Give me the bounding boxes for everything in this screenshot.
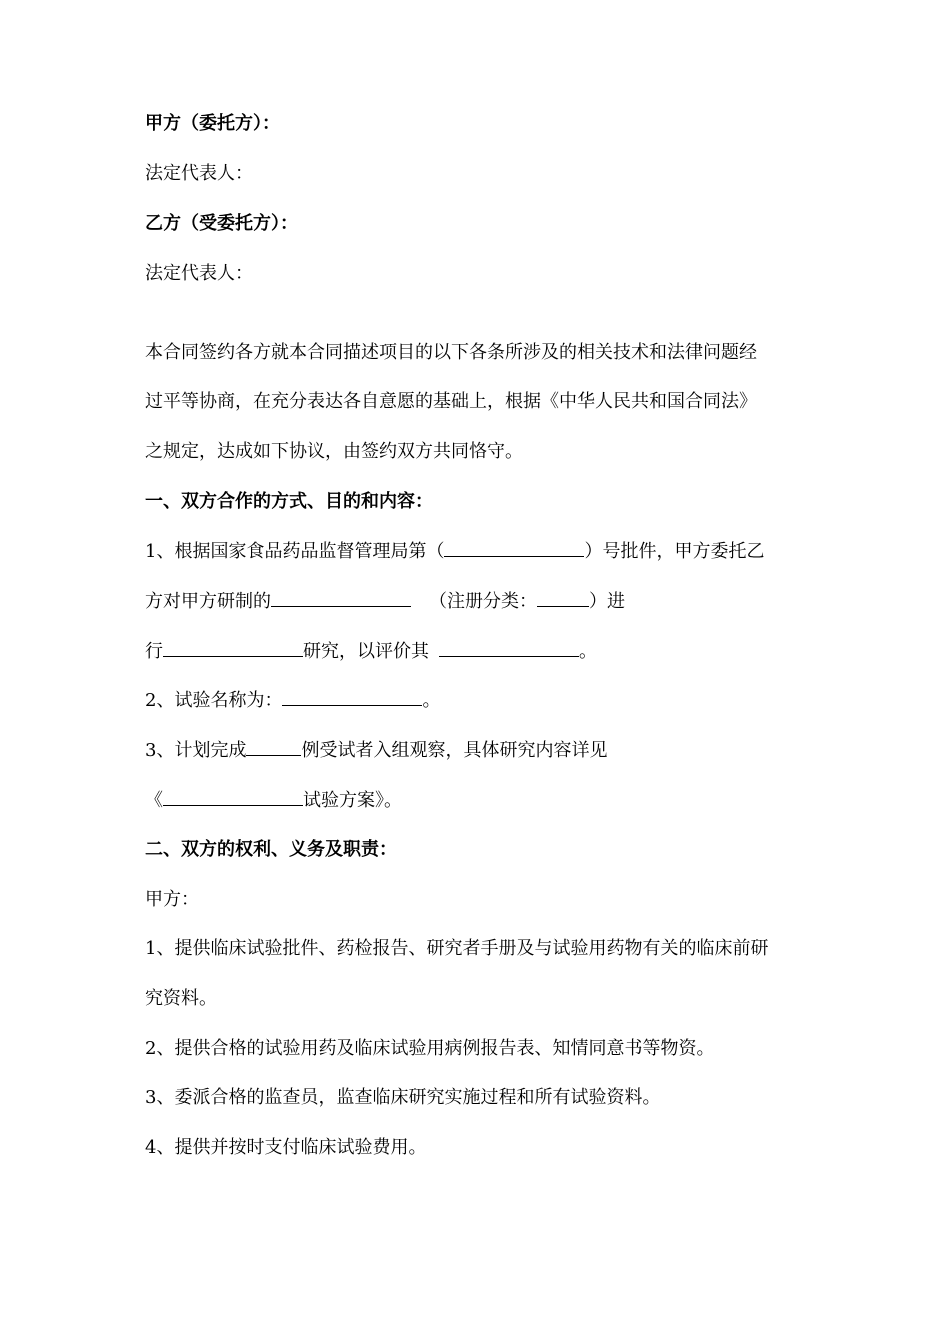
evaluation-purpose-blank[interactable] bbox=[439, 639, 579, 657]
preamble-line-2: 过平等协商，在充分表达各自意愿的基础上，根据《中华人民共和国合同法》 bbox=[145, 391, 757, 412]
preamble-line-3: 之规定，达成如下协议，由签约双方共同恪守。 bbox=[145, 441, 523, 462]
section-1-item-1-line-2 bbox=[145, 589, 625, 614]
study-type-blank[interactable] bbox=[163, 639, 303, 657]
section-2-heading: 二、双方的权利、义务及职责： bbox=[145, 839, 397, 860]
item-1-line-2-text-b: （注册分类： bbox=[429, 591, 537, 612]
item-1-line-2-text-a: 方对甲方研制的 bbox=[145, 591, 271, 612]
section-1-item-3-line-2 bbox=[145, 788, 402, 813]
party-b-legal-rep-label: 法定代表人： bbox=[145, 263, 253, 284]
section-2-item-1-line-1: 1、提供临床试验批件、药检报告、研究者手册及与试验用药物有关的临床前研 bbox=[145, 938, 769, 959]
registration-class-blank[interactable] bbox=[537, 589, 589, 607]
subject-count-blank[interactable] bbox=[246, 738, 301, 756]
item-1-text-a: 1、根据国家食品药品监督管理局第（ bbox=[145, 541, 445, 562]
section-1-item-1-line-3 bbox=[145, 639, 597, 664]
section-2-item-4: 4、提供并按时支付临床试验费用。 bbox=[145, 1137, 427, 1158]
section-1-heading: 一、双方合作的方式、目的和内容： bbox=[145, 491, 433, 512]
item-1-text-b: ）号批件，甲方委托乙 bbox=[584, 541, 765, 562]
item-2-text-a: 2、试验名称为： bbox=[145, 690, 283, 711]
protocol-name-blank[interactable] bbox=[163, 788, 303, 806]
section-1-item-1-line-1 bbox=[145, 539, 764, 564]
section-1-item-2 bbox=[145, 688, 440, 713]
item-1-line-3-text-a: 行 bbox=[145, 641, 163, 662]
section-2-item-2: 2、提供合格的试验用药及临床试验用病例报告表、知情同意书等物资。 bbox=[145, 1038, 715, 1059]
drug-name-blank[interactable] bbox=[271, 589, 411, 607]
section-2-party-a-label: 甲方： bbox=[145, 889, 199, 910]
party-b-heading: 乙方（受委托方）： bbox=[145, 213, 298, 234]
item-2-text-b: 。 bbox=[422, 690, 441, 711]
approval-number-blank[interactable] bbox=[444, 539, 584, 557]
item-3-text-b: 例受试者入组观察，具体研究内容详见 bbox=[301, 740, 608, 761]
section-1-item-3-line-1 bbox=[145, 738, 607, 763]
item-3-line-2-text-b: 试验方案》。 bbox=[303, 790, 402, 811]
section-2-item-1-line-2: 究资料。 bbox=[145, 988, 217, 1009]
item-3-line-2-text-a: 《 bbox=[145, 790, 163, 811]
item-3-text-a: 3、计划完成 bbox=[145, 740, 247, 761]
preamble-line-1: 本合同签约各方就本合同描述项目的以下各条所涉及的相关技术和法律问题经 bbox=[145, 342, 757, 363]
party-a-heading: 甲方（委托方）： bbox=[145, 113, 280, 134]
item-1-line-3-text-c: 。 bbox=[579, 641, 597, 662]
trial-name-blank[interactable] bbox=[282, 688, 422, 706]
item-1-line-3-text-b: 研究，以评价其 bbox=[303, 641, 429, 662]
section-2-item-3: 3、委派合格的监查员，监查临床研究实施过程和所有试验资料。 bbox=[145, 1087, 661, 1108]
item-1-line-2-text-c: ）进 bbox=[589, 591, 625, 612]
party-a-legal-rep-label: 法定代表人： bbox=[145, 163, 253, 184]
